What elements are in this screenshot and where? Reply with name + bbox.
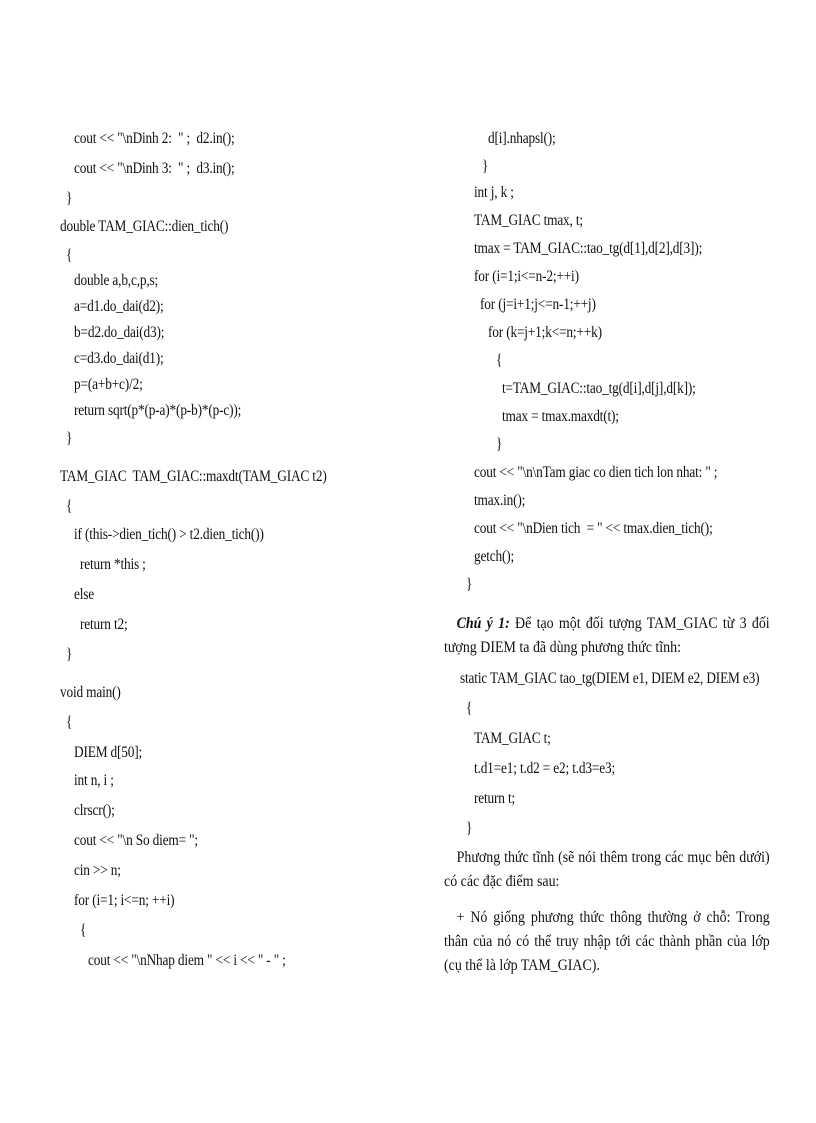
code-line: } [482, 158, 489, 175]
note-title: Chú ý 1: [456, 615, 510, 632]
code-line: int n, i ; [74, 772, 114, 789]
code-line: tmax = tmax.maxdt(t); [502, 408, 619, 425]
code-line: { [496, 352, 503, 369]
code-line: for (j=i+1;j<=n-1;++j) [480, 296, 596, 313]
code-line: return *this ; [80, 556, 146, 573]
code-line: return t2; [80, 616, 128, 633]
code-line: cout << "\nDinh 2: " ; d2.in(); [74, 130, 235, 147]
code-line: } [466, 820, 473, 837]
code-line: { [466, 700, 473, 717]
code-line: c=d3.do_dai(d1); [74, 350, 164, 367]
note-text: Để tạo một đối tượng TAM_GIAC từ 3 đối tượng DIEM ta đã dùng phương thức tĩnh: [444, 615, 770, 656]
code-line: TAM_GIAC tmax, t; [474, 212, 583, 229]
paragraph-text: Phương thức tĩnh (sẽ nói thêm trong các mục bên dưới) có các đặc điểm sau: [444, 849, 770, 890]
code-line: double a,b,c,p,s; [74, 272, 159, 289]
note-paragraph [444, 612, 770, 660]
code-line: for (i=1; i<=n; ++i) [74, 892, 175, 909]
code-line: { [66, 247, 73, 264]
code-line: clrscr(); [74, 802, 115, 819]
code-line: return t; [474, 790, 516, 807]
code-line: } [466, 576, 473, 593]
code-line: } [66, 646, 73, 663]
code-line: if (this->dien_tich() > t2.dien_tich()) [74, 526, 264, 543]
code-line: TAM_GIAC TAM_GIAC::maxdt(TAM_GIAC t2) [60, 468, 327, 485]
code-line: getch(); [474, 548, 515, 565]
code-line: for (k=j+1;k<=n;++k) [488, 324, 602, 341]
code-line: return sqrt(p*(p-a)*(p-b)*(p-c)); [74, 402, 242, 419]
code-line: static TAM_GIAC tao_tg(DIEM e1, DIEM e2, DIEM e3) [460, 670, 760, 687]
code-line: int j, k ; [474, 184, 514, 201]
code-line: for (i=1;i<=n-2;++i) [474, 268, 579, 285]
body-paragraph [444, 906, 770, 978]
code-line: { [66, 714, 73, 731]
code-line: } [66, 190, 73, 207]
code-line: t.d1=e1; t.d2 = e2; t.d3=e3; [474, 760, 616, 777]
code-line: cin >> n; [74, 862, 121, 879]
code-line: d[i].nhapsl(); [488, 130, 556, 147]
code-line: tmax.in(); [474, 492, 526, 509]
code-line: DIEM d[50]; [74, 744, 143, 761]
code-line: cout << "\nDien tich = " << tmax.dien_tich(); [474, 520, 713, 537]
code-line: void main() [60, 684, 121, 701]
code-line: TAM_GIAC t; [474, 730, 551, 747]
code-line: cout << "\nDinh 3: " ; d3.in(); [74, 160, 235, 177]
code-line: { [66, 498, 73, 515]
code-line: p=(a+b+c)/2; [74, 376, 143, 393]
paragraph-text: + Nó giống phương thức thông thường ở chỗ: Trong thân của nó có thể truy nhập tới các thành phần của lớp (cụ thể là lớp TAM_GIAC). [444, 909, 770, 974]
body-paragraph [444, 846, 770, 894]
code-line: cout << "\n So diem= "; [74, 832, 198, 849]
code-line: cout << "\n\nTam giac co dien tich lon nhat: " ; [474, 464, 718, 481]
code-line: { [80, 922, 87, 939]
code-line: cout << "\nNhap diem " << i << " - " ; [88, 952, 286, 969]
code-line: b=d2.do_dai(d3); [74, 324, 165, 341]
code-line: } [66, 430, 73, 447]
code-line: t=TAM_GIAC::tao_tg(d[i],d[j],d[k]); [502, 380, 696, 397]
code-line: else [74, 586, 95, 603]
code-line: a=d1.do_dai(d2); [74, 298, 164, 315]
code-line: tmax = TAM_GIAC::tao_tg(d[1],d[2],d[3]); [474, 240, 703, 257]
code-line: } [496, 436, 503, 453]
code-line: double TAM_GIAC::dien_tich() [60, 218, 229, 235]
